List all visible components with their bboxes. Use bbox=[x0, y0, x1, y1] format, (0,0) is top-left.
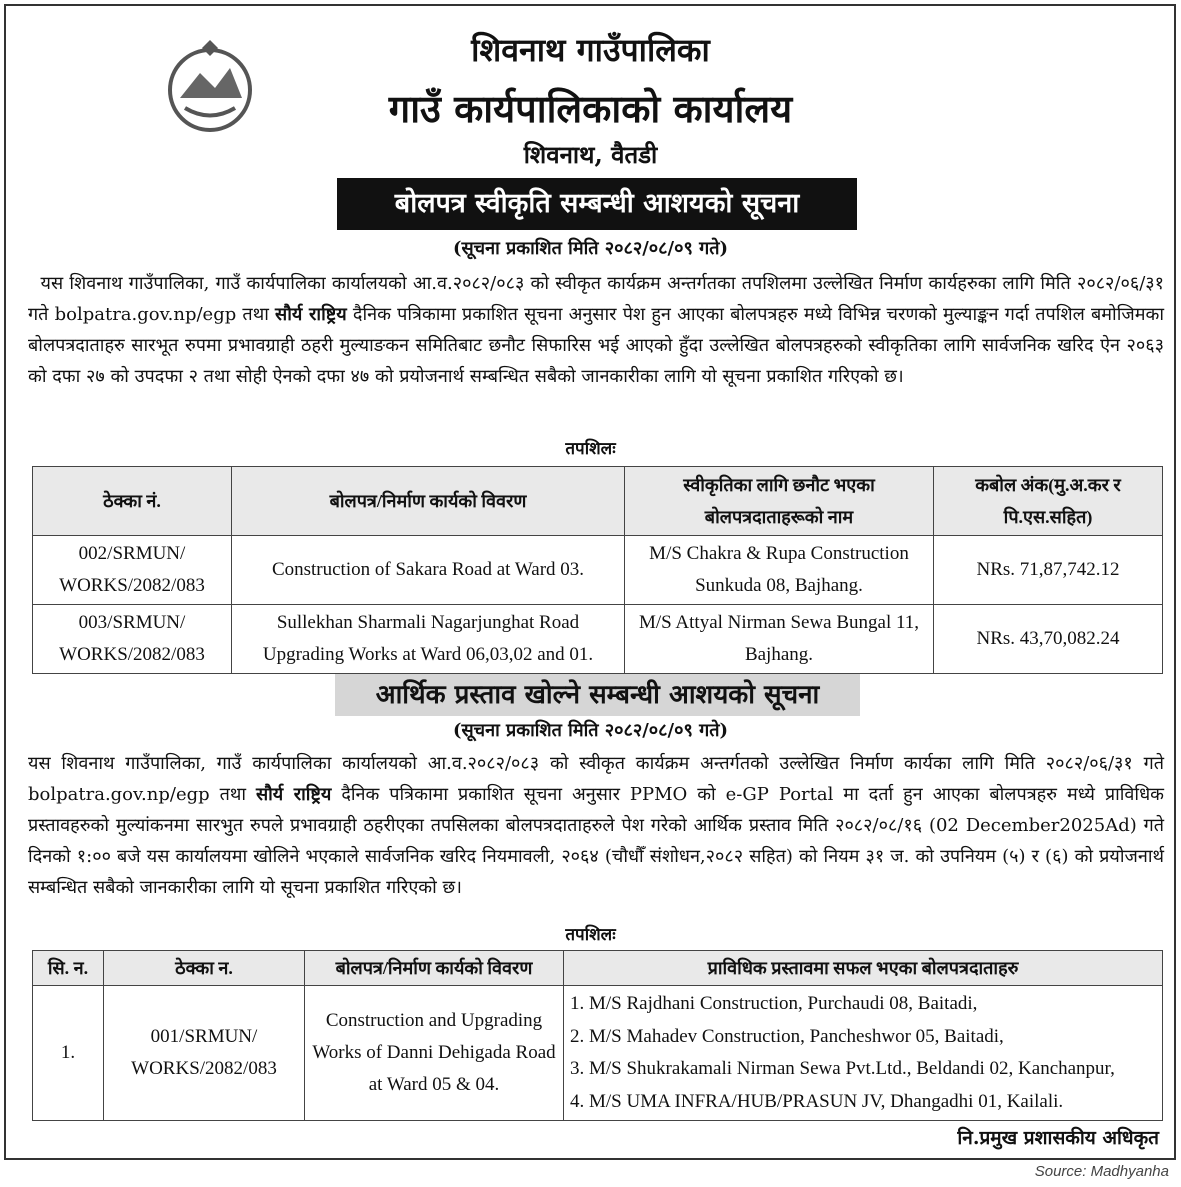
notice2-title: आर्थिक प्रस्ताव खोल्ने सम्बन्धी आशयको सूचना bbox=[335, 674, 860, 716]
col-amount: कबोल अंक(मु.अ.कर र पि.एस.सहित) bbox=[934, 467, 1163, 536]
table-row: 1. 001/SRMUN/ WORKS/2082/083 Construction and Upgrading Works of Danni Dehigada Road at Ward 05 & 04. 1. M/S Rajdhani Construction, Purchaudi 08, Baitadi, 2. M/S Mahadev Construction, Pancheshwor 05, Baitadi, 3. M/S Shukrakamali Nirman Sewa Pvt.Ltd., Beldandi 02, Kanchanpur, 4. M/S UMA INFRA/HUB/PRASUN JV, Dhangadhi 01, Kailali. bbox=[33, 986, 1163, 1121]
notice2-published-date: (सूचना प्रकाशित मिति २०८२/०८/०९ गते) bbox=[452, 720, 728, 741]
list-item: 1. M/S Rajdhani Construction, Purchaudi 08, Baitadi, bbox=[570, 993, 978, 1014]
source-credit: Source: Madhyanha bbox=[1034, 1163, 1169, 1180]
notice1-table bbox=[32, 466, 1163, 674]
signature: नि.प्रमुख प्रशासकीय अधिकृत bbox=[957, 1127, 1159, 1149]
office-location: शिवनाथ, वैतडी bbox=[523, 140, 658, 169]
notice2-schedule-label: तपशिलः bbox=[565, 925, 616, 945]
table-row: 003/SRMUN/ WORKS/2082/083 Sullekhan Sharmali Nagarjunghat Road Upgrading Works at Ward 06,03,02 and 01. M/S Attyal Nirman Sewa Bungal 11, Bajhang. NRs. 43,70,082.24 bbox=[33, 605, 1163, 674]
notice2-body: यस शिवनाथ गाउँपालिका, गाउँ कार्यपालिका कार्यालयको आ.व.२०८२/०८३ को स्वीकृत कार्यक्रम अन्तर्गतको उल्लेखित निर्माण कार्यका लागि मिति २०८२/०६/३१ गते bolpatra.gov.np/egp तथा सौर्य राष्ट्रिय दैनिक पत्रिकामा प्रकाशित सूचना अनुसार PPMO को e-GP Portal मा दर्ता हुन आएका बोलपत्रहरु मध्ये प्राविधिक प्रस्तावहरुको मुल्यांकनमा सारभुत रुपले प्रभावग्राही ठहरीएका तपसिलका बोलपत्रदाताहरुले पेश गरेको आर्थिक प्रस्ताव मिति २०८२/०८/१६ (02 December2025Ad) गते दिनको १:०० बजे यस कार्यालयमा खोलिने भएकाले सार्वजनिक खरिद नियमावली, २०६४ (चौधौँ संशोधन,२०८२ सहित) को नियम ३१ ज. को उपनियम (५) र (६) को प्रयोजनार्थ सम्बन्धित सबैको जानकारीका लागि यो सूचना प्रकाशित गरिएको छ। bbox=[28, 753, 1164, 898]
col-contract-no: ठेक्का नं. bbox=[33, 467, 232, 536]
notice2-table: सि. न. ठेक्का न. बोलपत्र/निर्माण कार्यको विवरण प्राविधिक प्रस्तावमा सफल भएका बोलपत्रदाताहरु 1. 001/SRMUN/ WORKS/2082/083 Construction and Upgrading Works of Danni Dehigada Road at Ward 05 & 04. 1. M/S Rajdhani Construction, Purchaudi 08, Baitadi, 2. M/S Mahadev Construction, Pancheshwor 05, Baitadi, 3. M/S Shukrakamali Nirman Sewa Pvt.Ltd., Beldandi 02, Kanchanpur, 4. M/S UMA INFRA/HUB/PRASUN JV, Dhangadhi 01, Kailali. bbox=[32, 950, 1163, 1121]
notice1-title: बोलपत्र स्वीकृति सम्बन्धी आशयको सूचना bbox=[337, 178, 857, 230]
table-row: 002/SRMUN/ WORKS/2082/083 Construction of Sakara Road at Ward 03. M/S Chakra & Rupa Construction Sunkuda 08, Bajhang. NRs. 71,87,742.12 bbox=[33, 536, 1163, 605]
notice1-body: यस शिवनाथ गाउँपालिका, गाउँ कार्यपालिका कार्यालयको आ.व.२०८२/०८३ को स्वीकृत कार्यक्रम अन्तर्गतका तपशिलमा उल्लेखित निर्माण कार्यहरुका लागि मिति २०८२/०६/३१ गते bolpatra.gov.np/egp तथा सौर्य राष्ट्रिय दैनिक पत्रिकामा प्रकाशित सूचना अनुसार पेश हुन आएका बोलपत्रहरु मध्ये विभिन्न चरणको मुल्याङ्कन गर्दा तपशिल बमोजिमका बोलपत्रदाताहरु सारभूत रुपमा प्रभावग्राही ठहरी मुल्याङकन समितिबाट छनौट सिफारिस भई आएको हुँदा उल्लेखित बोलपत्रहरुको स्वीकृतिका लागि सार्वजनिक खरिद ऐन २०६३ को दफा २७ को उपदफा २ तथा सोही ऐनको दफा ४७ को प्रयोजनार्थ सम्बन्धित सबैको जानकारीका लागि यो सूचना प्रकाशित गरिएको छ। bbox=[28, 273, 1164, 387]
office-name: गाउँ कार्यपालिकाको कार्यालय bbox=[388, 86, 793, 131]
bidder-list bbox=[564, 986, 1163, 1121]
col-description: बोलपत्र/निर्माण कार्यको विवरण bbox=[232, 467, 625, 536]
list-item: 2. M/S Mahadev Construction, Pancheshwor 05, Baitadi, bbox=[570, 1025, 1004, 1047]
list-item: 3. M/S Shukrakamali Nirman Sewa Pvt.Ltd., Beldandi 02, Kanchanpur, bbox=[570, 1058, 1115, 1079]
notice1-published-date: (सूचना प्रकाशित मिति २०८२/०८/०९ गते) bbox=[452, 238, 728, 259]
notice1-schedule-label: तपशिलः bbox=[565, 439, 616, 459]
municipality-name: शिवनाथ गाउँपालिका bbox=[471, 31, 710, 69]
col-bidder: स्वीकृतिका लागि छनौट भएका बोलपत्रदाताहरूको नाम bbox=[625, 467, 934, 536]
list-item: 4. M/S UMA INFRA/HUB/PRASUN JV, Dhangadhi 01, Kailali. bbox=[570, 1090, 1064, 1112]
